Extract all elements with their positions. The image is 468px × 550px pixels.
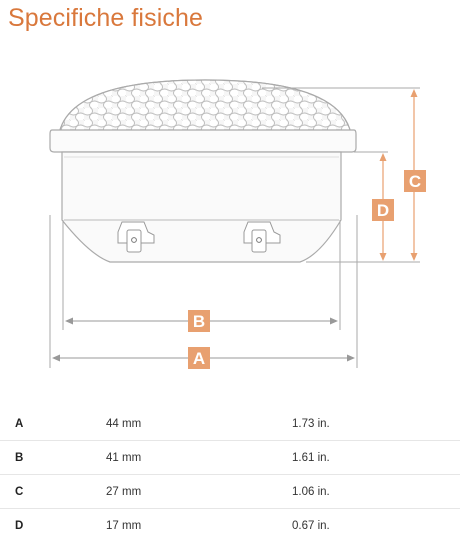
- spec-mm: 17 mm: [106, 519, 142, 532]
- spec-inches: 1.61 in.: [292, 441, 460, 475]
- spec-mm: 44 mm: [106, 407, 292, 441]
- speaker-body: [62, 152, 341, 262]
- spec-mm: 27 mm: [106, 475, 292, 509]
- table-row: [0, 441, 460, 475]
- spec-inches: 1.73 in.: [292, 407, 460, 441]
- table-row: [0, 509, 460, 543]
- spec-letter: D: [15, 519, 24, 532]
- spec-letter: A: [0, 407, 106, 441]
- speaker-flange: [50, 130, 356, 152]
- dimension-a: [52, 347, 355, 369]
- table-row: [0, 407, 460, 441]
- speaker-dome: [40, 75, 380, 135]
- label-b: B: [192, 312, 206, 331]
- spec-mm: 41 mm: [106, 441, 292, 475]
- label-d: D: [376, 201, 390, 220]
- spec-inches: 1.06 in.: [292, 475, 460, 509]
- page-title: Specifiche fisiche: [8, 4, 203, 32]
- dimension-d: [372, 153, 394, 261]
- label-a: A: [192, 349, 206, 368]
- label-c: C: [408, 172, 422, 191]
- dimension-b: [65, 310, 338, 332]
- spec-table: [0, 407, 460, 542]
- table-row: [0, 475, 460, 509]
- dimension-c: [404, 89, 426, 261]
- spec-inches: 0.67 in.: [292, 519, 330, 532]
- spec-letter: B: [0, 441, 106, 475]
- spec-letter: C: [0, 475, 106, 509]
